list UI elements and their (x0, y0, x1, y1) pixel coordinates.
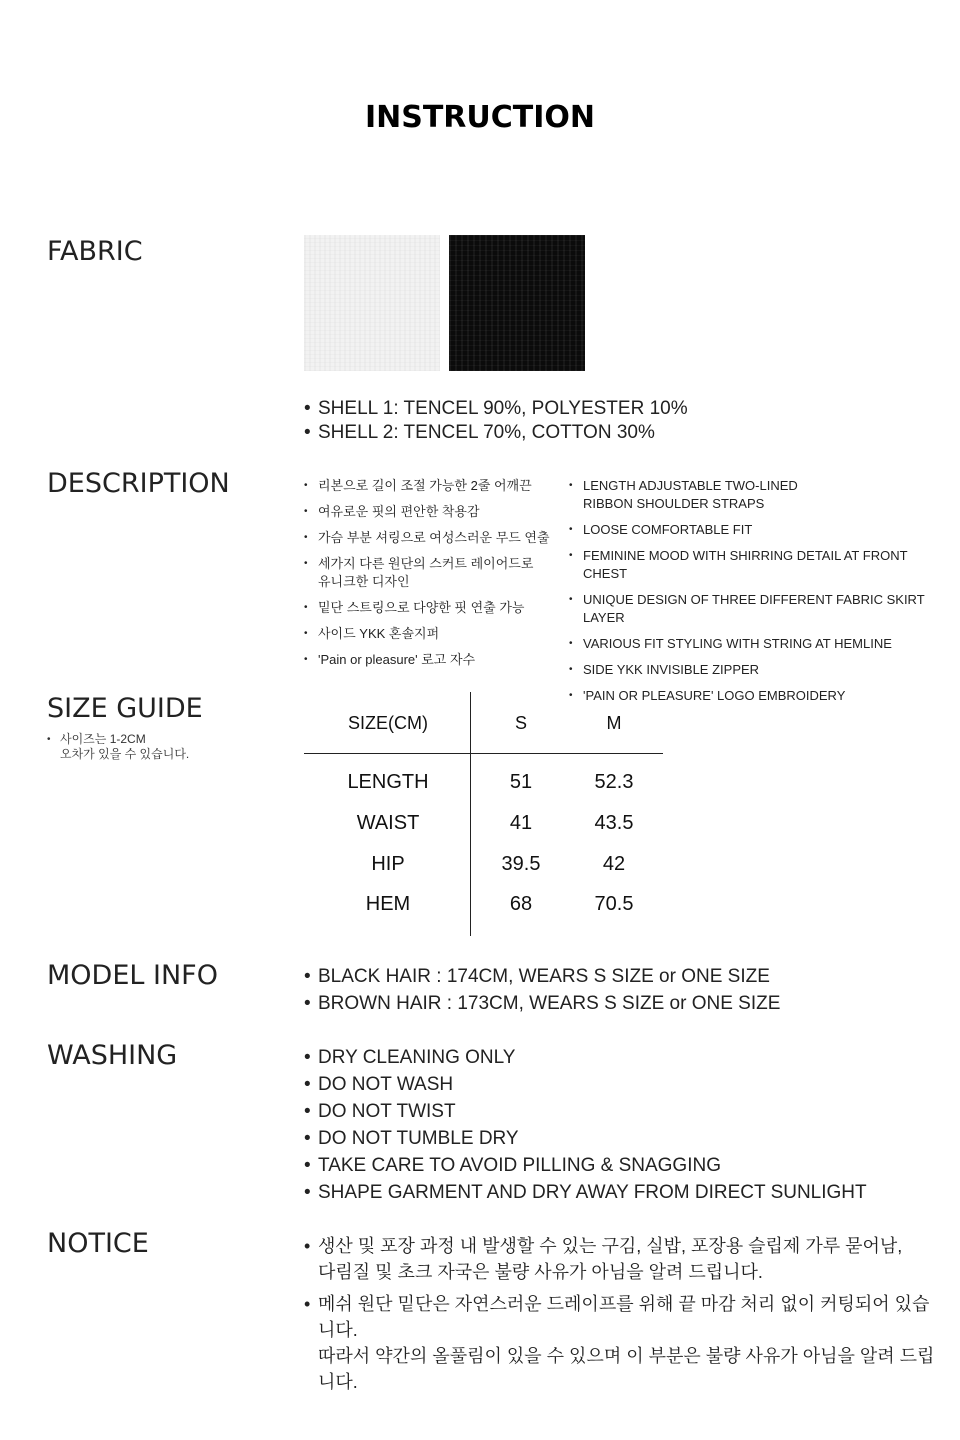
table-header: M (606, 713, 622, 733)
notice-line: 다림질 및 초크 자국은 불량 사유가 아님을 알려 드립니다. (318, 1262, 763, 1282)
description-list-english (569, 477, 949, 713)
table-cell: 51 (509, 771, 533, 793)
description-item (304, 529, 554, 547)
section-label-model-info: MODEL INFO (47, 960, 218, 991)
table-cell: 41 (509, 812, 533, 834)
description-text: 유니크한 디자인 (318, 574, 410, 589)
washing-item: • DRY CLEANING ONLY (304, 1044, 867, 1071)
description-item (569, 635, 949, 653)
section-label-size-guide: SIZE GUIDE (47, 693, 203, 724)
description-item (569, 547, 949, 583)
washing-item: • DO NOT TUMBLE DRY (304, 1125, 867, 1152)
description-text: VARIOUS FIT STYLING WITH STRING AT HEMLINE (583, 636, 892, 651)
table-header: SIZE(CM) (348, 713, 428, 733)
section-label-fabric: FABRIC (47, 236, 143, 267)
description-text: 'Pain or pleasure' 로고 자수 (318, 652, 476, 667)
model-info-list (304, 963, 780, 1017)
description-text: 'PAIN OR PLEASURE' LOGO EMBROIDERY (583, 688, 846, 703)
description-text: 사이드 YKK 혼솔지퍼 (318, 626, 440, 641)
notice-item (304, 1233, 944, 1285)
description-text: UNIQUE DESIGN OF THREE DIFFERENT FABRIC SKIRT LAYER (583, 592, 925, 625)
description-text: 가슴 부분 셔링으로 여성스러운 무드 연출 (318, 530, 550, 545)
description-item (304, 477, 554, 495)
table-header: S (514, 713, 527, 733)
description-item (569, 661, 949, 679)
notice-item (304, 1291, 944, 1395)
washing-item: • TAKE CARE TO AVOID PILLING & SNAGGING (304, 1152, 867, 1179)
size-note-line: 사이즈는 1-2CM (60, 732, 146, 746)
notice-line: 따라서 약간의 올풀림이 있을 수 있으며 이 부분은 불량 사유가 아님을 알려 드립니다. (318, 1346, 935, 1392)
table-cell: 43.5 (594, 812, 634, 834)
size-note (47, 732, 240, 762)
description-item (569, 521, 949, 539)
washing-item: • DO NOT WASH (304, 1071, 867, 1098)
table-cell: 39.5 (501, 853, 541, 875)
notice-line: • 메쉬 원단 밑단은 자연스러운 드레이프를 위해 끝 마감 처리 없이 커팅되어 있습니다. (318, 1294, 930, 1340)
washing-item: • SHAPE GARMENT AND DRY AWAY FROM DIRECT SUNLIGHT (304, 1179, 867, 1206)
table-divider-horizontal (304, 753, 663, 754)
description-text: 여유로운 핏의 편안한 착용감 (318, 504, 480, 519)
description-item (304, 503, 554, 521)
table-cell: 70.5 (594, 893, 634, 915)
description-text: 리본으로 길이 조절 가능한 2줄 어깨끈 (318, 478, 532, 493)
description-list-korean (304, 477, 554, 677)
fabric-swatch-white (304, 235, 440, 371)
section-label-description: DESCRIPTION (47, 468, 230, 499)
description-text: LENGTH ADJUSTABLE TWO-LINED (583, 478, 798, 493)
description-item (304, 651, 554, 669)
section-label-notice: NOTICE (47, 1228, 149, 1259)
description-item (304, 599, 554, 617)
description-item (304, 625, 554, 643)
description-item (569, 477, 949, 513)
washing-item: • DO NOT TWIST (304, 1098, 867, 1125)
size-note-line: 오차가 있을 수 있습니다. (60, 747, 190, 761)
section-label-washing: WASHING (47, 1040, 178, 1071)
table-cell: 68 (509, 893, 533, 915)
fabric-swatch-black (449, 235, 585, 371)
description-text: FEMININE MOOD WITH SHIRRING DETAIL AT FRONT CHEST (583, 548, 908, 581)
notice-list (304, 1233, 944, 1401)
table-cell: WAIST (356, 812, 420, 834)
page-title: INSTRUCTION (364, 100, 596, 135)
notice-line: • 생산 및 포장 과정 내 발생할 수 있는 구김, 실밥, 포장용 슬립제 가루 묻어남, (318, 1236, 903, 1256)
description-item (569, 591, 949, 627)
table-cell: HIP (371, 853, 405, 875)
description-text: 세가지 다른 원단의 스커트 레이어드로 (318, 556, 534, 571)
washing-list (304, 1044, 867, 1206)
model-info-item: • BLACK HAIR : 174CM, WEARS S SIZE or ONE SIZE (304, 963, 780, 990)
fabric-composition-list (304, 397, 688, 445)
description-text: RIBBON SHOULDER STRAPS (583, 496, 765, 511)
model-info-item: • BROWN HAIR : 173CM, WEARS S SIZE or ONE SIZE (304, 990, 780, 1017)
table-cell: 52.3 (594, 771, 634, 793)
description-text: SIDE YKK INVISIBLE ZIPPER (583, 662, 760, 677)
description-item (304, 555, 554, 591)
description-text: 밑단 스트링으로 다양한 핏 연출 가능 (318, 600, 525, 615)
table-cell: HEM (365, 893, 411, 915)
table-cell: 42 (602, 853, 626, 875)
table-cell: LENGTH (347, 771, 429, 793)
description-text: LOOSE COMFORTABLE FIT (583, 522, 753, 537)
size-table (304, 692, 664, 936)
fabric-item: • SHELL 2: TENCEL 70%, COTTON 30% (304, 421, 688, 445)
fabric-item: • SHELL 1: TENCEL 90%, POLYESTER 10% (304, 397, 688, 421)
